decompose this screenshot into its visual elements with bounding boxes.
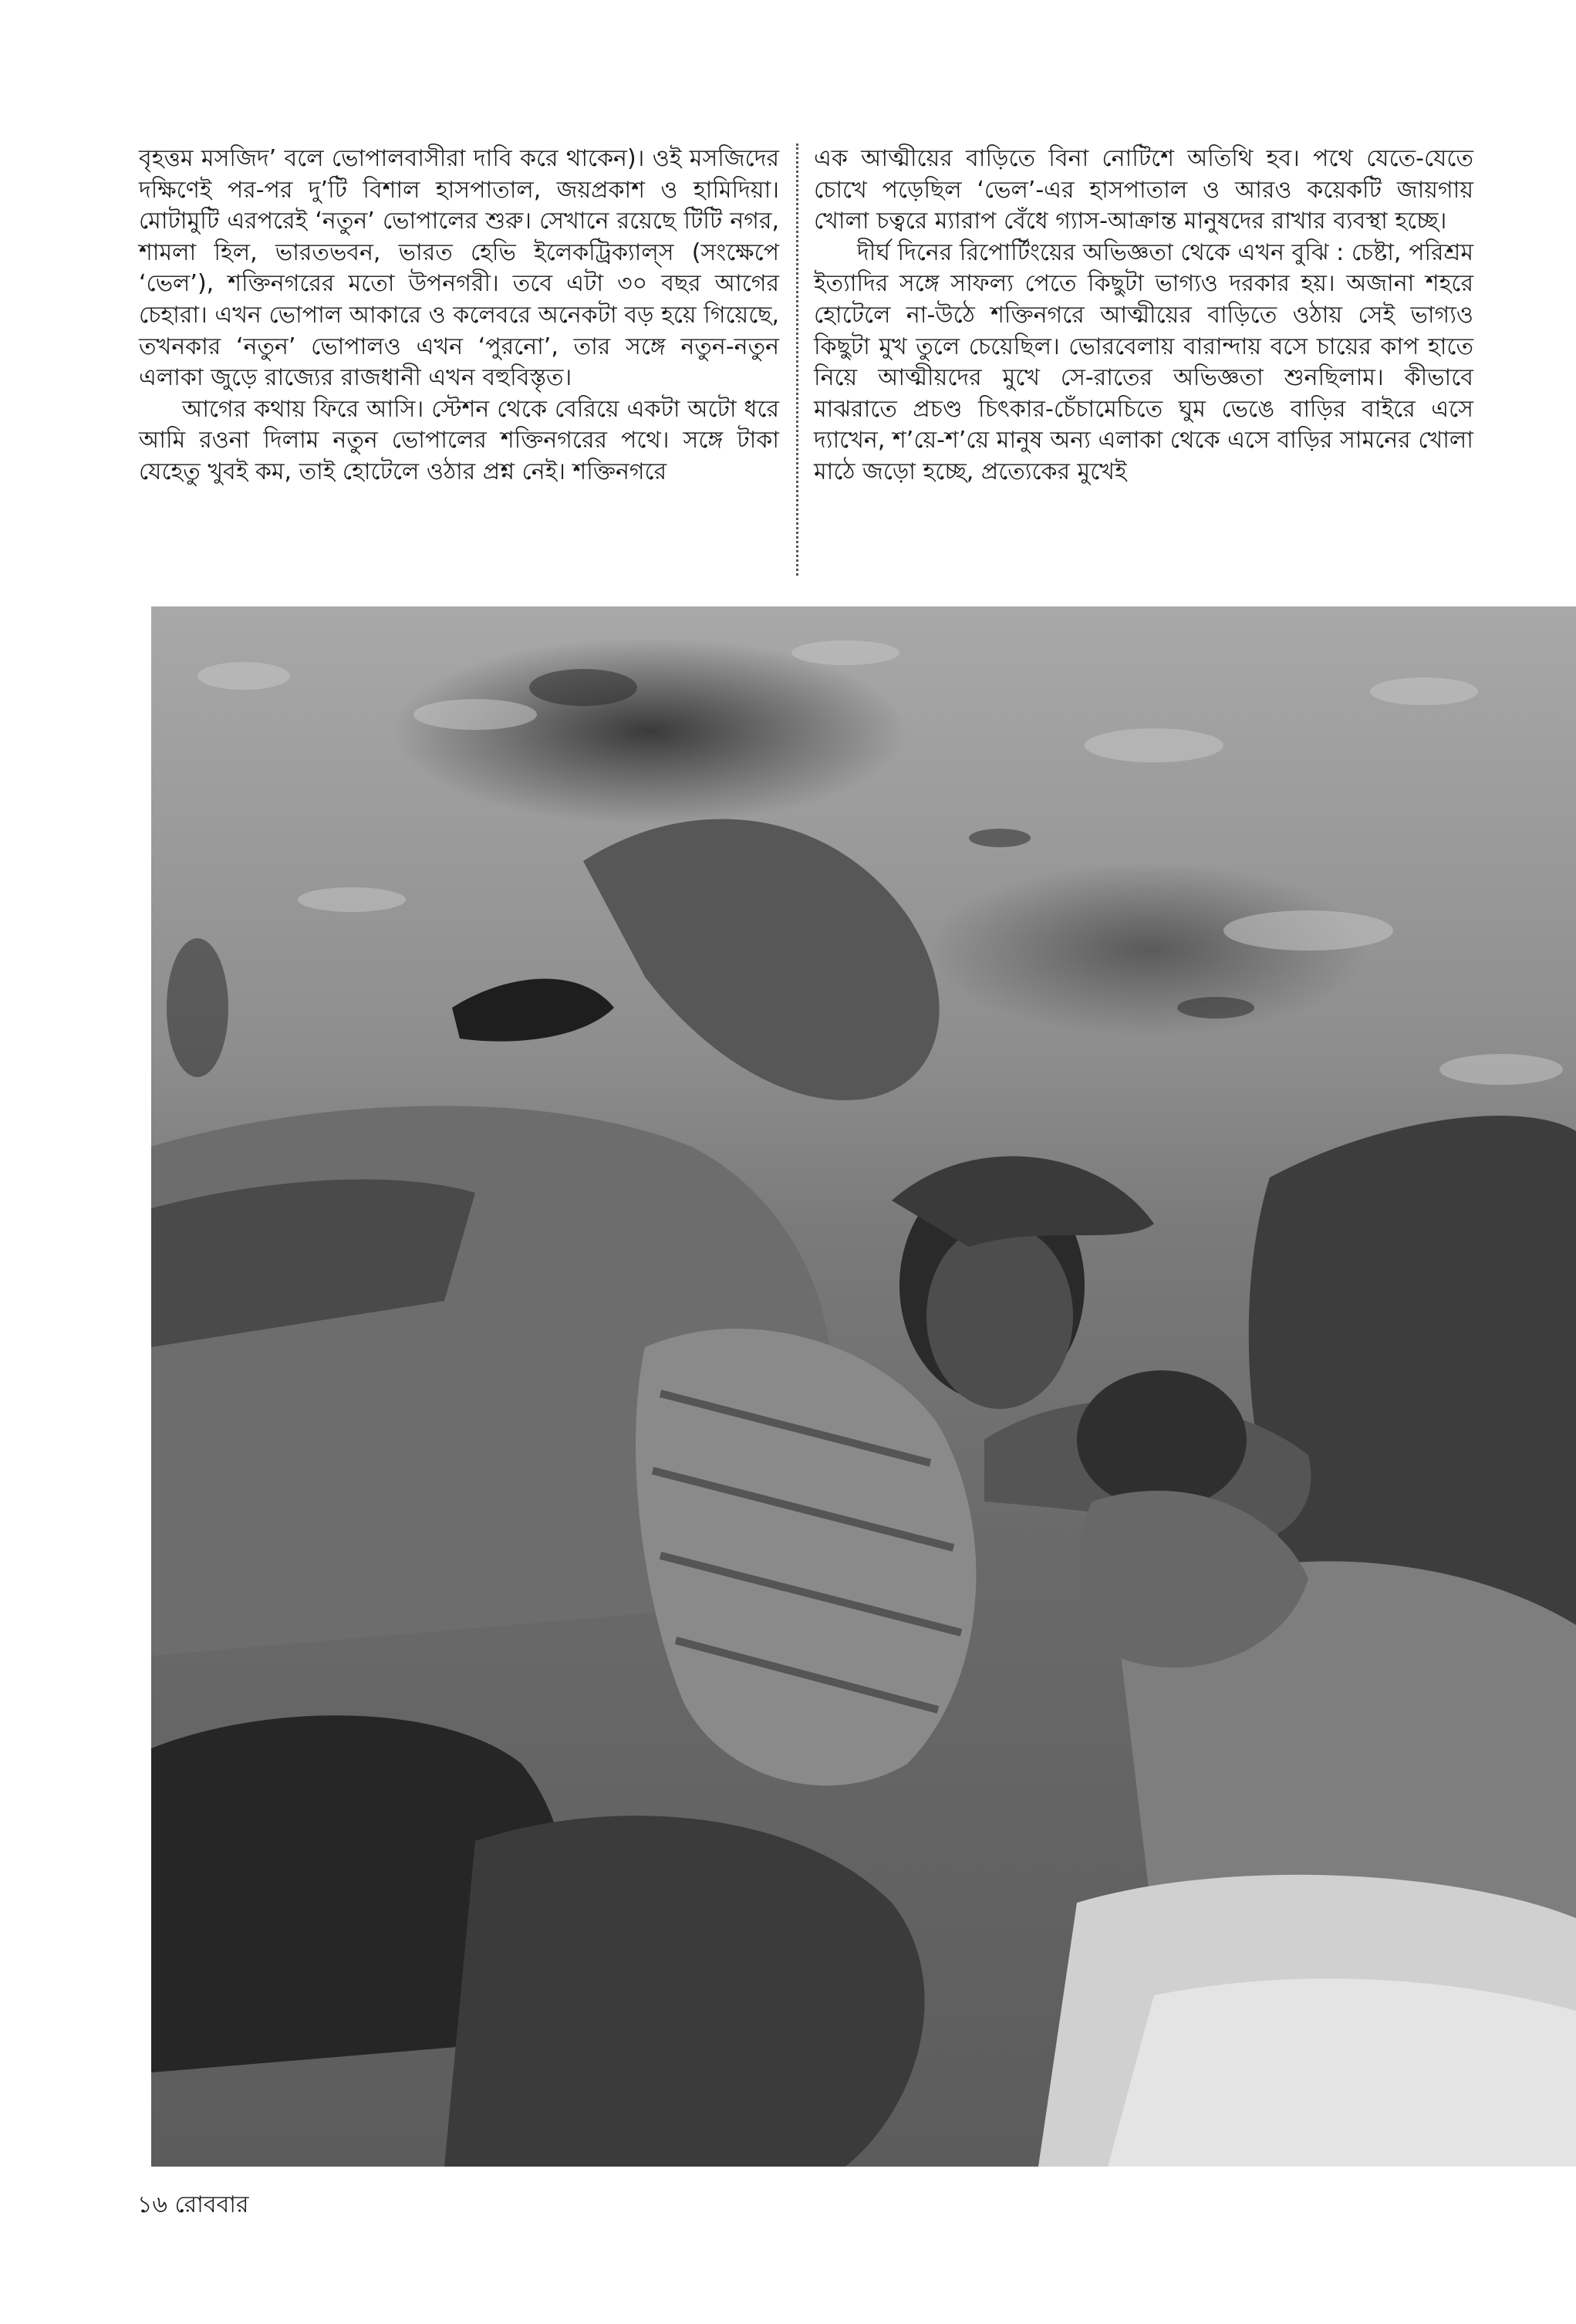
paragraph: আগের কথায় ফিরে আসি। স্টেশন থেকে বেরিয়ে একটা অটো ধরে আমি রওনা দিলাম নতুন ভোপালের শক্তিনগরের পথে। সঙ্গে টাকা যেহেতু খুবই কম, তাই হোটেলে ওঠার প্রশ্ন নেই। শক্তিনগরে [139,395,779,485]
article-column-right [814,144,1473,583]
paragraph: দীর্ঘ দিনের রিপোর্টিংয়ের অভিজ্ঞতা থেকে এখন বুঝি : চেষ্টা, পরিশ্রম ইত্যাদির সঙ্গে সাফল্য পেতে কিছুটা ভাগ্যও দরকার হয়। অজানা শহরে হোটেলে না-উঠে শক্তিনগরে আত্মীয়ের বাড়িতে ওঠায় সেই ভাগ্যও কিছুটা মুখ তুলে চেয়েছিল। ভোরবেলায় বারান্দায় বসে চায়ের কাপ হাতে নিয়ে আত্মীয়দের মুখে সে-রাতের অভিজ্ঞতা শুনছিলাম। কীভাবে মাঝরাতে প্রচণ্ড চিৎকার-চেঁচামেচিতে ঘুম ভেঙে বাড়ির বাইরে এসে দ্যাখেন, শ’য়ে-শ’য়ে মানুষ অন্য এলাকা থেকে এসে বাড়ির সামনের খোলা মাঠে জড়ো হচ্ছে, প্রত্যেকের মুখেই [814,238,1473,485]
paragraph: বৃহত্তম মসজিদ’ বলে ভোপালবাসীরা দাবি করে থাকেন)। ওই মসজিদের দক্ষিণেই পর-পর দু’টি বিশাল হাসপাতাল, জয়প্রকাশ ও হামিদিয়া। মোটামুটি এরপরেই ‘নতুন’ ভোপালের শুরু। সেখানে রয়েছে টিটি নগর, শামলা হিল, ভারতভবন, ভারত হেভি ইলেকট্রিক্যাল্‌স (সংক্ষেপে ‘ভেল’), শক্তিনগরের মতো উপনগরী। তবে এটা ৩০ বছর আগের চেহারা। এখন ভোপাল আকারে ও কলেবরে অনেকটা বড় হয়ে গিয়েছে, তখনকার ‘নতুন’ ভোপালও এখন ‘পুরনো’, তার সঙ্গে নতুন-নতুন এলাকা জুড়ে রাজ্যের রাজধানী এখন বহুবিস্তৃত। [139,145,779,392]
photograph-illustration [151,606,1576,2167]
paragraph: এক আত্মীয়ের বাড়িতে বিনা নোটিশে অতিথি হব। পথে যেতে-যেতে চোখে পড়েছিল ‘ভেল’-এর হাসপাতাল ও আরও কয়েকটি জায়গায় খোলা চত্বরে ম্যারাপ বেঁধে গ্যাস-আক্রান্ত মানুষদের রাখার ব্যবস্থা হচ্ছে। [814,145,1473,235]
article-photograph [151,606,1576,2167]
column-divider [796,144,798,576]
page-folio: ১৬ রোববার [137,2191,249,2218]
article-column-left [139,144,779,583]
